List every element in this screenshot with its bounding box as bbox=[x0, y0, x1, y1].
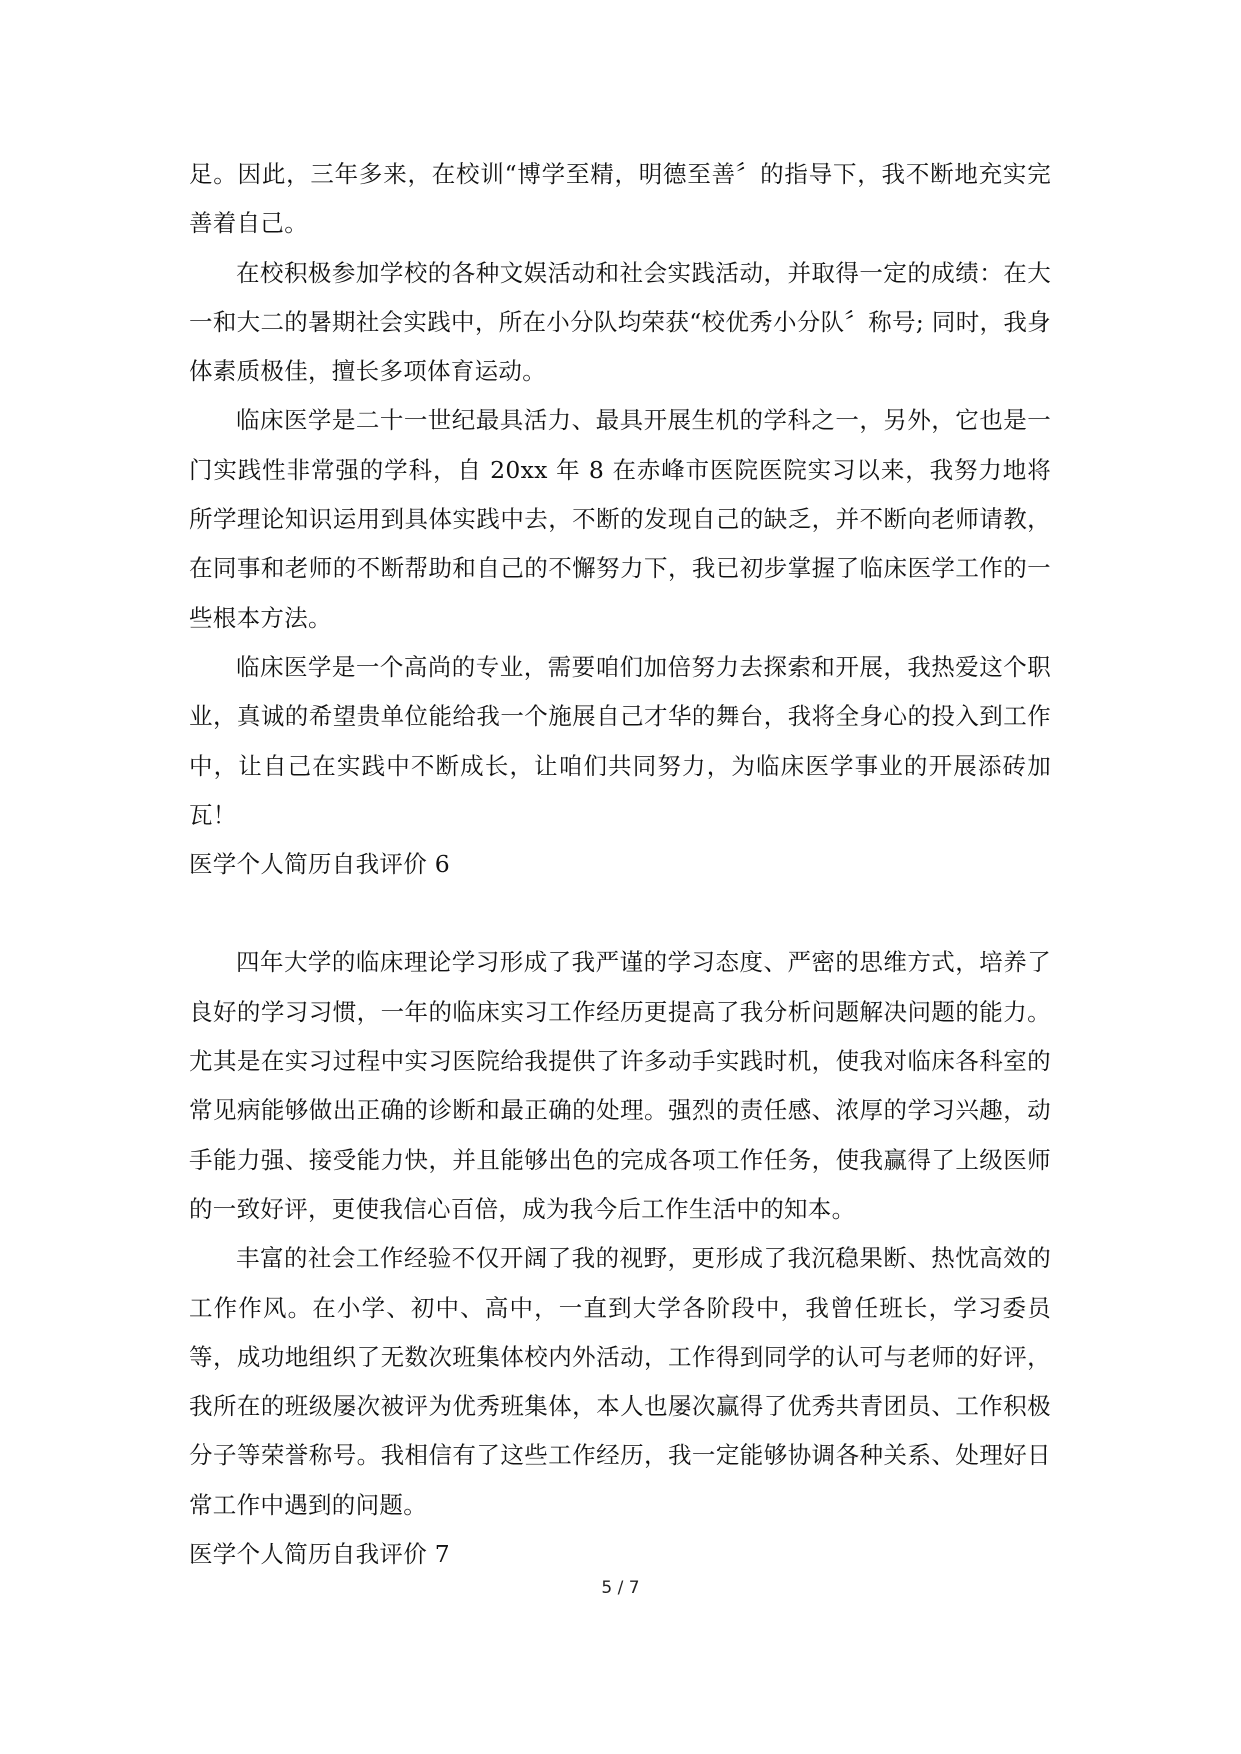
blank-line bbox=[189, 889, 1051, 938]
paragraph: 临床医学是二十一世纪最具活力、最具开展生机的学科之一，另外，它也是一门实践性非常强的学科，自 20xx 年 8 在赤峰市医院医院实习以来，我努力地将所学理论知识运用到具体实践中去，不断的发现自己的缺乏，并不断向老师请教，在同事和老师的不断帮助和自己的不懈努力下，我已初步掌握了临床医学工作的一些根本方法。 bbox=[189, 406, 1051, 632]
paragraph: 四年大学的临床理论学习形成了我严谨的学习态度、严密的思维方式，培养了良好的学习习惯，一年的临床实习工作经历更提高了我分析问题解决问题的能力。尤其是在实习过程中实习医院给我提供了许多动手实践时机，使我对临床各科室的常见病能够做出正确的诊断和最正确的处理。强烈的责任感、浓厚的学习兴趣，动手能力强、接受能力快，并且能够出色的完成各项工作任务，使我赢得了上级医师的一致好评，更使我信心百倍，成为我今后工作生活中的知本。 bbox=[189, 948, 1051, 1223]
paragraph: 丰富的社会工作经验不仅开阔了我的视野，更形成了我沉稳果断、热忱高效的工作作风。在小学、初中、高中，一直到大学各阶段中，我曾任班长，学习委员等，成功地组织了无数次班集体校内外活动，工作得到同学的认可与老师的好评，我所在的班级屡次被评为优秀班集体，本人也屡次赢得了优秀共青团员、工作积极分子等荣誉称号。我相信有了这些工作经历，我一定能够协调各种关系、处理好日常工作中遇到的问题。 bbox=[189, 1244, 1051, 1519]
document-body bbox=[189, 150, 1051, 1579]
section-heading: 医学个人简历自我评价 6 bbox=[189, 850, 451, 879]
section-heading: 医学个人简历自我评价 7 bbox=[189, 1540, 451, 1569]
paragraph: 临床医学是一个高尚的专业，需要咱们加倍努力去探索和开展，我热爱这个职业，真诚的希望贵单位能给我一个施展自己才华的舞台，我将全身心的投入到工作中，让自己在实践中不断成长，让咱们共同努力，为临床医学事业的开展添砖加瓦！ bbox=[189, 652, 1051, 829]
paragraph: 在校积极参加学校的各种文娱活动和社会实践活动，并取得一定的成绩：在大一和大二的暑期社会实践中，所在小分队均荣获“校优秀小分队〞称号; 同时，我身体素质极佳，擅长多项体育运动。 bbox=[189, 258, 1051, 386]
paragraph: 足。因此，三年多来，在校训“博学至精，明德至善〞的指导下，我不断地充实完善着自己。 bbox=[189, 160, 1051, 238]
page-number: 5 / 7 bbox=[601, 1578, 640, 1598]
